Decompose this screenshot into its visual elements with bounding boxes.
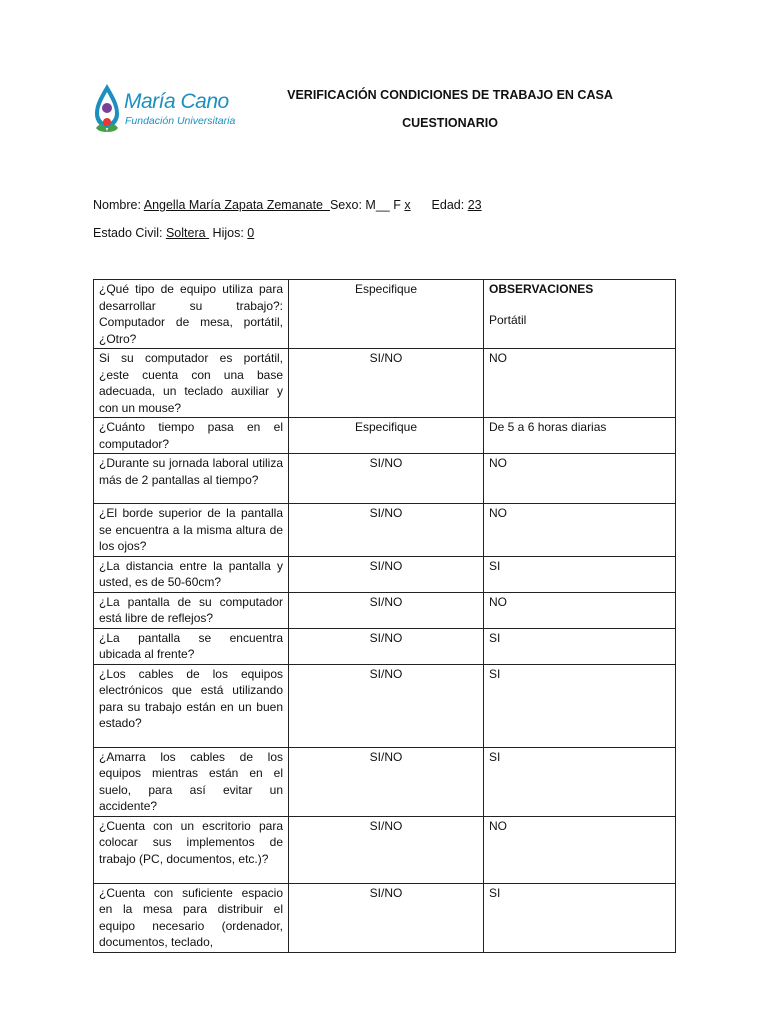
answer-type-cell: SI/NO: [289, 592, 484, 628]
observation-cell: De 5 a 6 horas diarias: [484, 418, 676, 454]
personal-info-line: [93, 198, 482, 212]
page-title: VERIFICACIÓN CONDICIONES DE TRABAJO EN CASA: [287, 88, 613, 102]
question-cell: ¿La distancia entre la pantalla y usted, es de 50-60cm?: [94, 556, 289, 592]
question-cell: ¿La pantalla se encuentra ubicada al frente?: [94, 628, 289, 664]
observation-cell: SI: [484, 664, 676, 747]
answer-type-cell: Especifique: [289, 418, 484, 454]
observation-cell: SI: [484, 747, 676, 816]
question-cell: ¿Durante su jornada laboral utiliza más de 2 pantallas al tiempo?: [94, 454, 289, 504]
children-label: Hijos:: [212, 226, 244, 240]
observation-value: Portátil: [489, 312, 527, 327]
question-cell: ¿Cuenta con un escritorio para colocar sus implementos de trabajo (PC, documentos, etc.)?: [94, 816, 289, 883]
logo-subtitle: Fundación Universitaria: [125, 115, 236, 127]
civil-status-value: Soltera: [165, 226, 206, 240]
civil-info-line: [93, 226, 254, 240]
table-row: [94, 504, 676, 557]
answer-type-cell: SI/NO: [289, 454, 484, 504]
sex-mark: x: [404, 198, 411, 212]
page-subtitle: CUESTIONARIO: [402, 116, 498, 130]
observation-cell: NO: [484, 349, 676, 418]
table-row: [94, 628, 676, 664]
name-label: Nombre:: [93, 198, 141, 212]
questionnaire-table: [93, 279, 676, 953]
question-cell: ¿La pantalla de su computador está libre de reflejos?: [94, 592, 289, 628]
answer-type-cell: SI/NO: [289, 883, 484, 952]
observation-cell: [484, 280, 676, 349]
logo: [92, 82, 236, 142]
observation-cell: SI: [484, 556, 676, 592]
observation-cell: NO: [484, 454, 676, 504]
answer-type-cell: SI/NO: [289, 664, 484, 747]
answer-type-cell: SI/NO: [289, 816, 484, 883]
name-value: Angella María Zapata Zemanate: [143, 198, 324, 212]
question-cell: ¿Cuenta con suficiente espacio en la mesa para distribuir el equipo necesario (ordenador, documentos, teclado,: [94, 883, 289, 952]
table-row: [94, 592, 676, 628]
question-cell: ¿Los cables de los equipos electrónicos que está utilizando para su trabajo están en un buen estado?: [94, 664, 289, 747]
observation-cell: SI: [484, 883, 676, 952]
children-value: 0: [247, 226, 255, 240]
table-row: [94, 418, 676, 454]
observation-cell: NO: [484, 816, 676, 883]
table-row: [94, 883, 676, 952]
civil-status-label: Estado Civil:: [93, 226, 163, 240]
age-value: 23: [467, 198, 482, 212]
table-row: [94, 280, 676, 349]
answer-type-cell: SI/NO: [289, 556, 484, 592]
logo-mark-icon: [92, 82, 122, 140]
answer-type-cell: SI/NO: [289, 628, 484, 664]
observations-header: OBSERVACIONES: [489, 282, 594, 296]
name-underline: [323, 198, 330, 212]
table-row: [94, 747, 676, 816]
age-label: Edad:: [431, 198, 465, 212]
answer-type-cell: SI/NO: [289, 747, 484, 816]
table-row: [94, 556, 676, 592]
observation-cell: SI: [484, 628, 676, 664]
observation-cell: NO: [484, 592, 676, 628]
table-row: [94, 349, 676, 418]
table-row: [94, 454, 676, 504]
answer-type-cell: Especifique: [289, 280, 484, 349]
table-row: [94, 816, 676, 883]
question-cell: Si su computador es portátil, ¿este cuenta con una base adecuada, un teclado auxiliar y con un mouse?: [94, 349, 289, 418]
question-cell: ¿El borde superior de la pantalla se encuentra a la misma altura de los ojos?: [94, 504, 289, 557]
question-cell: ¿Qué tipo de equipo utiliza para desarrollar su trabajo?: Computador de mesa, portátil, ¿Otro?: [94, 280, 289, 349]
logo-name: María Cano: [124, 90, 229, 113]
observation-cell: NO: [484, 504, 676, 557]
table-row: [94, 664, 676, 747]
question-cell: ¿Cuánto tiempo pasa en el computador?: [94, 418, 289, 454]
question-cell: ¿Amarra los cables de los equipos mientras están en el suelo, para así evitar un accidente?: [94, 747, 289, 816]
answer-type-cell: SI/NO: [289, 504, 484, 557]
sex-label: Sexo: M__ F: [329, 198, 401, 212]
answer-type-cell: SI/NO: [289, 349, 484, 418]
